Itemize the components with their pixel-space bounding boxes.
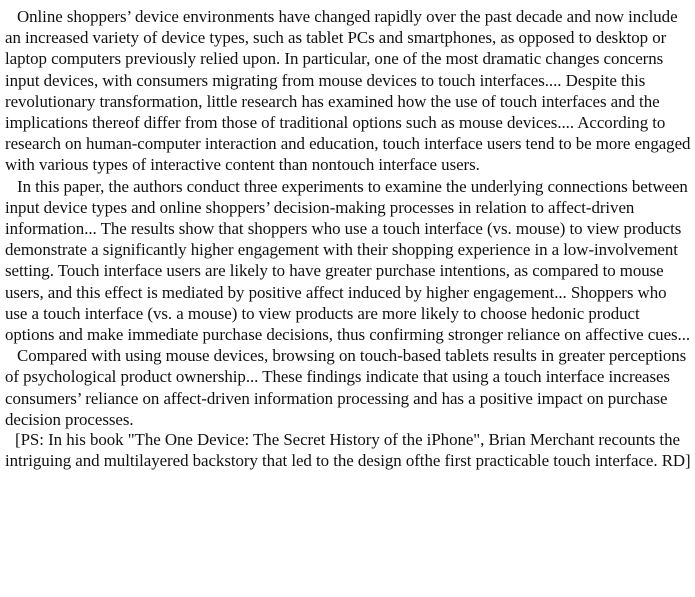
paragraph-findings: Compared with using mouse devices, browsing on touch-based tablets results in greater perceptions of psychological product ownership... These findings indicate that using a touch interface increases consumers’ reliance on affect-driven information processing and has a positive impact on purchase decision processes.: [5, 346, 687, 429]
paragraph-experiments: In this paper, the authors conduct three experiments to examine the underlying connections between input device types and online shoppers’ decision-making processes in relation to affect-driven information... The results show that shoppers who use a touch interface (vs. mouse) to view products demonstrate a significantly higher engagement with their shopping experience in a low-involvement setting. Touch interface users are likely to have greater purchase intentions, as compared to mouse users, and this effect is mediated by positive affect induced by higher engagement... Shoppers who use a touch interface (vs. a mouse) to view products are more likely to choose hedonic product options and make immediate purchase decisions, thus confirming stronger reliance on affective cues...: [5, 176, 691, 345]
paragraph-intro: Online shoppers’ device environments have changed rapidly over the past decade and now include an increased variety of device types, such as tablet PCs and smartphones, as opposed to desktop or laptop computers previously relied upon. In particular, one of the most dramatic changes concerns input devices, with consumers migrating from mouse devices to touch interfaces.... Despite this revolutionary transformation, little research has examined how the use of touch interfaces and the implications thereof differ from those of traditional options such as mouse devices.... According to research on human-computer interaction and education, touch interface users tend to be more engaged with various types of interactive content than nontouch interface users.: [5, 7, 691, 175]
postscript-note: [PS: In his book "The One Device: The Secret History of the iPhone", Brian Merchant recounts the intriguing and multilayered backstory that led to the design ofthe first practicable touch interface. RD]: [5, 430, 691, 470]
